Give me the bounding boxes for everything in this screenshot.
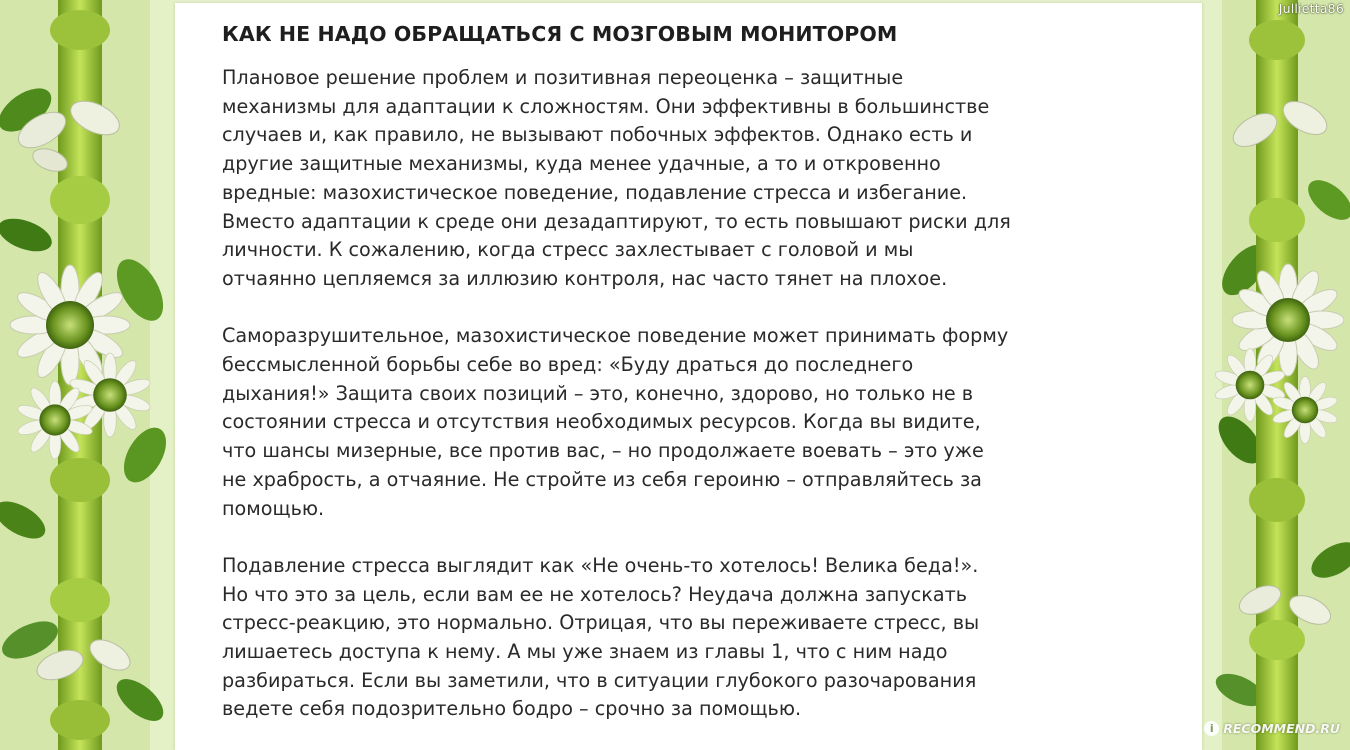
article-page	[175, 3, 1202, 750]
site-watermark	[1204, 721, 1340, 736]
text-line: бессмысленной борьбы себе во вред: «Буду драться до последнего	[222, 353, 914, 377]
paragraph-1	[222, 64, 1182, 294]
text-line: Но что это за цель, если вам ее не хотелось? Неудача должна запускать	[222, 582, 968, 606]
text-line: механизмы для адаптации к сложностям. Они эффективны в большинстве	[222, 94, 990, 118]
text-line: помощью.	[222, 496, 325, 520]
text-line: не храбрость, а отчаяние. Не стройте из себя героиню – отправляйтесь за	[222, 467, 982, 491]
text-line: Плановое решение проблем и позитивная переоценка – защитные	[222, 66, 904, 89]
watermark-text: RECOMMEND.RU	[1223, 721, 1340, 736]
floral-border-left-art	[0, 0, 175, 750]
text-line: дыхания!» Защита своих позиций – это, конечно, здорово, но только не в	[222, 381, 974, 405]
article-body	[222, 64, 1182, 724]
text-line: другие защитные механизмы, куда менее удачные, а то и откровенно	[222, 152, 941, 176]
paragraph-3	[222, 552, 1182, 724]
author-username: Jullietta86	[1278, 1, 1344, 16]
paragraph-2	[222, 322, 1182, 523]
text-line: отчаянно цепляемся за иллюзию контроля, нас часто тянет на плохое.	[222, 266, 948, 290]
text-line: что шансы мизерные, все против вас, – но продолжаете воевать – это уже	[222, 439, 984, 463]
text-line: стресс-реакцию, это нормально. Отрицая, что вы переживаете стресс, вы	[222, 611, 980, 635]
article-title: КАК НЕ НАДО ОБРАЩАТЬСЯ С МОЗГОВЫМ МОНИТОРОМ	[222, 22, 898, 46]
text-line: Саморазрушительное, мазохистическое поведение может принимать форму	[222, 324, 1009, 348]
text-line: ведете себя подозрительно бодро – срочно за помощью.	[222, 697, 802, 721]
text-line: случаев и, как правило, не вызывают побочных эффектов. Однако есть и	[222, 123, 973, 147]
text-line: Вместо адаптации к среде они дезадаптируют, то есть повышают риски для	[222, 209, 1011, 233]
text-line: лишаетесь доступа к нему. А мы уже знаем из главы 1, что с ним надо	[222, 640, 948, 664]
decorative-border-right	[1200, 0, 1350, 750]
text-line: вредные: мазохистическое поведение, подавление стресса и избегание.	[222, 180, 968, 204]
floral-border-right-art	[1200, 0, 1350, 750]
text-line: разбираться. Если вы заметили, что в ситуации глубокого разочарования	[222, 668, 977, 692]
text-line: личности. К сожалению, когда стресс захлестывает с головой и мы	[222, 238, 914, 262]
text-line: Подавление стресса выглядит как «Не очень-то хотелось! Велика беда!».	[222, 553, 979, 577]
recommend-logo-icon: i	[1204, 721, 1219, 736]
decorative-border-left	[0, 0, 175, 750]
text-line: состоянии стресса и отсутствия необходимых ресурсов. Когда вы видите,	[222, 410, 981, 434]
